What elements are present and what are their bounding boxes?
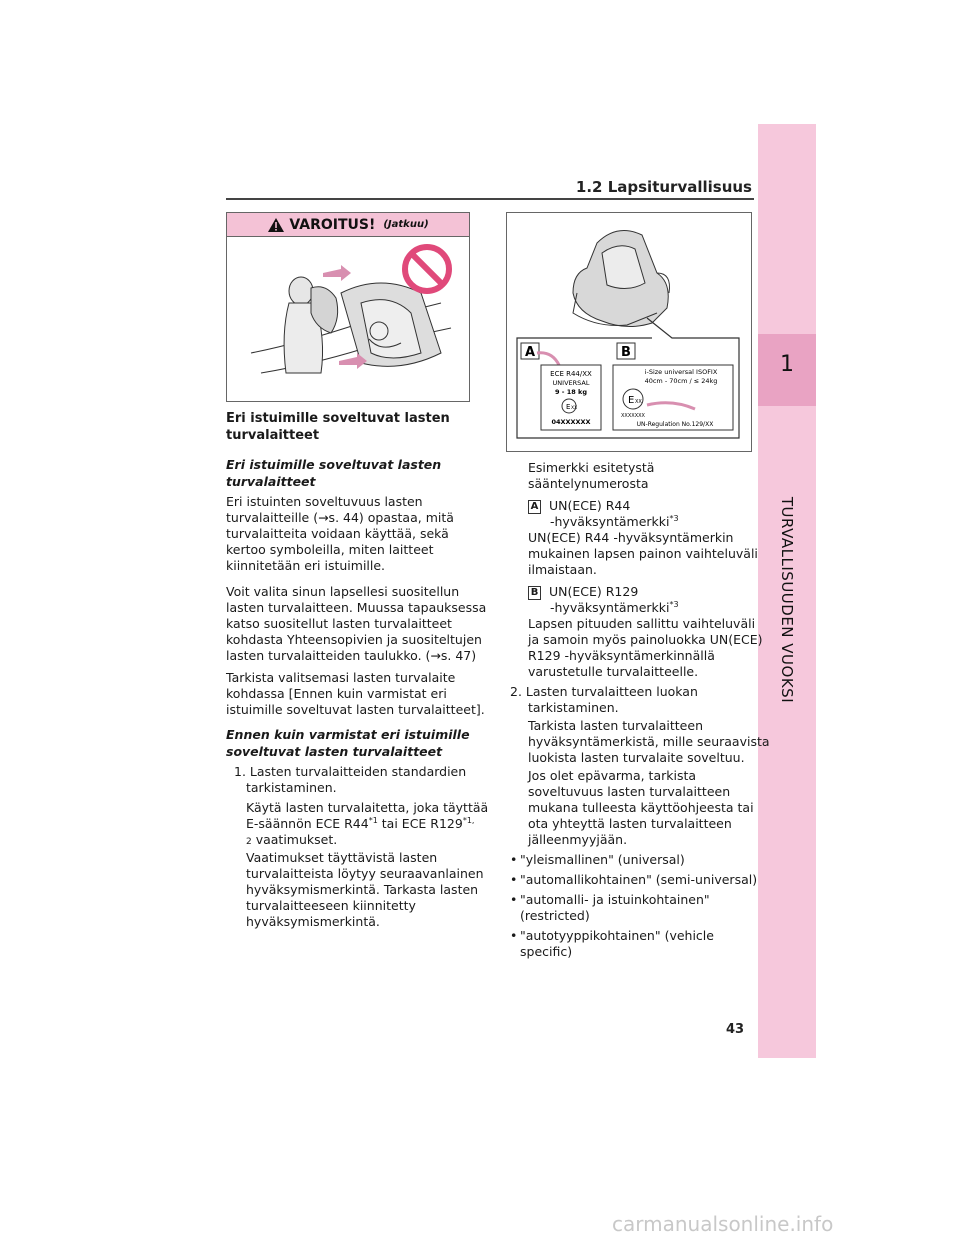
warning-title: VAROITUS! bbox=[289, 216, 376, 233]
label-a-line3: 9 - 18 kg bbox=[554, 388, 588, 396]
label-a-line2: UNIVERSAL bbox=[552, 379, 590, 387]
prohibited-icon bbox=[405, 247, 449, 291]
subheading: Eri istuimille soveltuvat lasten turvalaitteet bbox=[226, 457, 442, 489]
list-item: • "autotyyppikohtainen" (vehicle specific) bbox=[510, 928, 714, 959]
label-a-code: 04XXXXXX bbox=[551, 418, 591, 426]
item-b-body: Lapsen pituuden sallittu vaihteluväli ja samoin myös painoluokka UN(ECE) R129 -hyväksyntämerkinnällä varustetulle turvalaitteelle. bbox=[528, 616, 763, 679]
list-item: • "automallikohtainen" (semi-universal) bbox=[510, 872, 758, 887]
label-b-tag: B bbox=[621, 345, 631, 360]
chapter-label: TURVALLISUUDEN VUOKSI bbox=[778, 496, 796, 704]
step-2-body: Tarkista lasten turvalaitteen hyväksyntämerkistä, mille seuraavista luokista lasten turvalaite soveltuu. bbox=[528, 718, 770, 765]
label-b-reg: UN-Regulation No.129/ bbox=[636, 421, 706, 428]
approval-label-figure bbox=[506, 212, 752, 452]
warning-illustration bbox=[241, 243, 455, 393]
label-b-line1: i-Size universal ISOFIX bbox=[644, 368, 718, 376]
category-list bbox=[510, 852, 757, 960]
list-item: • "automalli- ja istuinkohtainen" (restricted) bbox=[510, 892, 710, 923]
paragraph-intro: Eri istuinten soveltuvuus lasten turvalaitteille (→s. 44) opastaa, mitä turvalaitteita voidaan käyttää, sekä kertoo symboleilla, miten laitteet kiinnitetään eri istuimille. bbox=[226, 494, 454, 573]
step-2-body-2: Jos olet epävarma, tarkista soveltuvuus lasten turvalaitteen mukana tulleesta käyttöohjeesta tai ota yhteyttä lasten turvalaitteen jälleenmyyjään. bbox=[528, 768, 754, 847]
item-a: A UN(ECE) R44 -hyväksyntämerkki$^{*3}$ bbox=[528, 498, 679, 530]
step-1-body: Käytä lasten turvalaitetta, joka täyttää E-säännön ECE R44$^{*1}$ tai ECE $R129^{*1,}$ 2 vaatimukset. bbox=[246, 800, 489, 847]
approval-label-illustration bbox=[507, 213, 753, 453]
warning-continued: (Jatkuu) bbox=[383, 219, 429, 230]
label-b-line2: 40cm - 70cm / ≤ 24kg bbox=[644, 377, 718, 385]
paragraph-check: Tarkista valitsemasi lasten turvalaite kohdassa [Ennen kuin varmistat eri istuimille soveltuvat lasten turvalaitteet]. bbox=[226, 670, 485, 717]
label-a-line1-x: XX bbox=[582, 370, 592, 378]
label-b-mark-sub: XX bbox=[635, 399, 642, 405]
step-2: 2. Lasten turvalaitteen luokan tarkistaminen. bbox=[510, 684, 698, 715]
subheading-before: Ennen kuin varmistat eri istuimille soveltuvat lasten turvalaitteet bbox=[226, 727, 470, 759]
header-rule bbox=[226, 198, 754, 200]
label-b-reg-x: XX bbox=[705, 421, 714, 428]
step-1: 1. Lasten turvalaitteiden standardien tarkistaminen. bbox=[234, 764, 467, 795]
watermark: carmanualsonline.info bbox=[612, 1212, 834, 1236]
warning-header bbox=[227, 213, 469, 237]
section-heading: Eri istuimille soveltuvat lasten turvalaitteet bbox=[226, 411, 450, 443]
warning-box bbox=[226, 212, 470, 402]
label-a-tag: A bbox=[524, 345, 536, 360]
page-number: 43 bbox=[726, 1022, 745, 1037]
item-b: B UN(ECE) R129 -hyväksyntämerkki$^{*3}$ bbox=[528, 584, 679, 616]
label-a-mark-sub: XX bbox=[571, 406, 578, 411]
tag-b: B bbox=[528, 586, 541, 600]
list-item: • "yleismallinen" (universal) bbox=[510, 852, 685, 867]
section-title: 1.2 Lapsiturvallisuus bbox=[575, 178, 752, 196]
label-a-mark: E bbox=[566, 403, 571, 411]
paragraph-recommend: Voit valita sinun lapsellesi suositellun lasten turvalaitteen. Muussa tapauksessa katso suositellut lasten turvalaitteet kohdasta Yhteensopivien ja suositeltujen lasten turvalaitteiden taulukko. (→s. 47) bbox=[226, 584, 487, 663]
figure-caption: Esimerkki esitetystä sääntelynumerosta bbox=[528, 460, 655, 491]
label-a-line1: ECE R44/ bbox=[550, 370, 583, 378]
item-a-body: UN(ECE) R44 -hyväksyntämerkin mukainen lapsen painon vaihteluväli ilmaistaan. bbox=[528, 530, 758, 577]
label-b-mark: E bbox=[628, 395, 635, 406]
tag-a: A bbox=[528, 500, 541, 514]
step-1-body-2: Vaatimukset täyttävistä lasten turvalaitteista löytyy seuraavanlainen hyväksymismerkintä. Tarkasta lasten turvalaitteeseen kiinnitetty hyväksymismerkintä. bbox=[246, 850, 484, 929]
chapter-number: 1 bbox=[780, 352, 794, 377]
svg-text:ECE R44/XX bbox=[550, 370, 592, 378]
warning-icon bbox=[267, 217, 285, 233]
label-b-code: XXXXXXX bbox=[621, 413, 645, 419]
svg-text:UN-Regulation No.129/XX bbox=[637, 421, 714, 428]
